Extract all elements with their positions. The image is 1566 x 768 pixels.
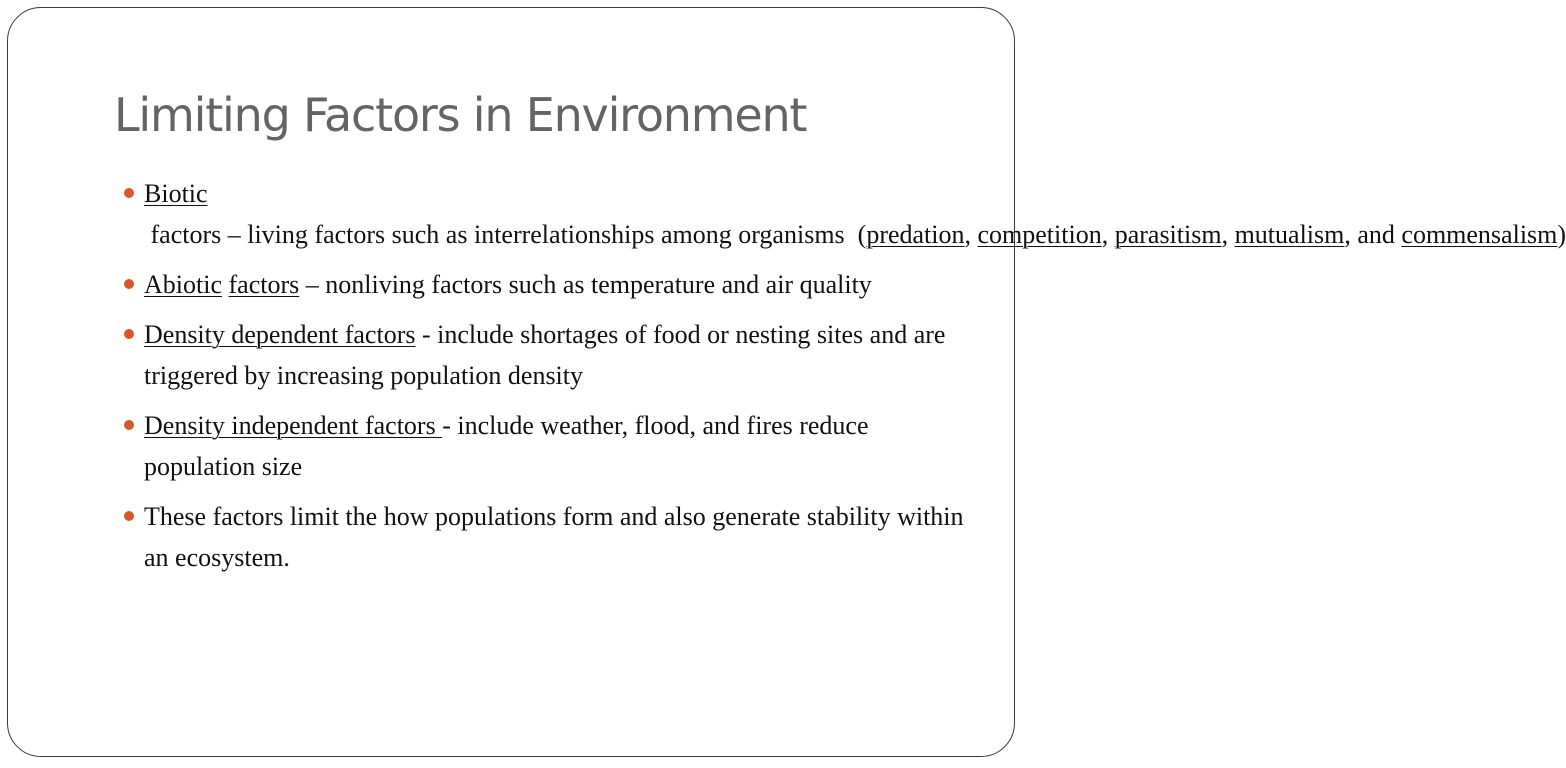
term-link-mutualism[interactable]: mutualism: [1234, 220, 1345, 249]
bullet-list: [144, 173, 1566, 587]
bullet-text: - include shortages of food or nesting sites and are triggered by increasing population density: [144, 320, 946, 390]
term-link-predation[interactable]: predation: [866, 220, 965, 249]
term-link-commensalism[interactable]: commensalism: [1401, 220, 1558, 249]
slide-title: Limiting Factors in Environment: [114, 88, 807, 142]
separator: ,: [1101, 220, 1115, 249]
term-link-factors[interactable]: factors: [228, 270, 300, 299]
bullet-marker-icon: [124, 188, 134, 198]
bullet-summary: [144, 496, 964, 578]
term-link-biotic[interactable]: Biotic: [144, 179, 208, 208]
closing-paren: ): [1557, 220, 1566, 249]
separator: ,: [1221, 220, 1235, 249]
bullet-text: – nonliving factors such as temperature and air quality: [299, 270, 872, 299]
bullet-marker-icon: [124, 511, 134, 521]
bullet-density-independent: [144, 405, 964, 487]
term-link-density-dependent[interactable]: Density dependent factors: [144, 320, 416, 349]
slide-frame: [7, 7, 1566, 757]
bullet-marker-icon: [124, 329, 134, 339]
term-link-parasitism[interactable]: parasitism: [1114, 220, 1222, 249]
term-link-competition[interactable]: competition: [977, 220, 1102, 249]
bullet-marker-icon: [124, 279, 134, 289]
bullet-marker-icon: [124, 420, 134, 430]
separator: ,: [964, 220, 978, 249]
term-link-density-independent[interactable]: Density independent factors: [144, 411, 443, 440]
bullet-abiotic: [144, 264, 964, 305]
bullet-density-dependent: [144, 314, 964, 396]
bullet-biotic: [144, 173, 1566, 255]
bullet-text: These factors limit the how populations form and also generate stability within an ecosystem.: [144, 502, 964, 572]
bullet-text: factors – living factors such as interrelationships among organisms (: [144, 220, 867, 249]
term-link-abiotic[interactable]: Abiotic: [144, 270, 222, 299]
separator-and: , and: [1344, 220, 1402, 249]
bullet-text: - include weather, flood, and fires reduce population size: [144, 411, 869, 481]
